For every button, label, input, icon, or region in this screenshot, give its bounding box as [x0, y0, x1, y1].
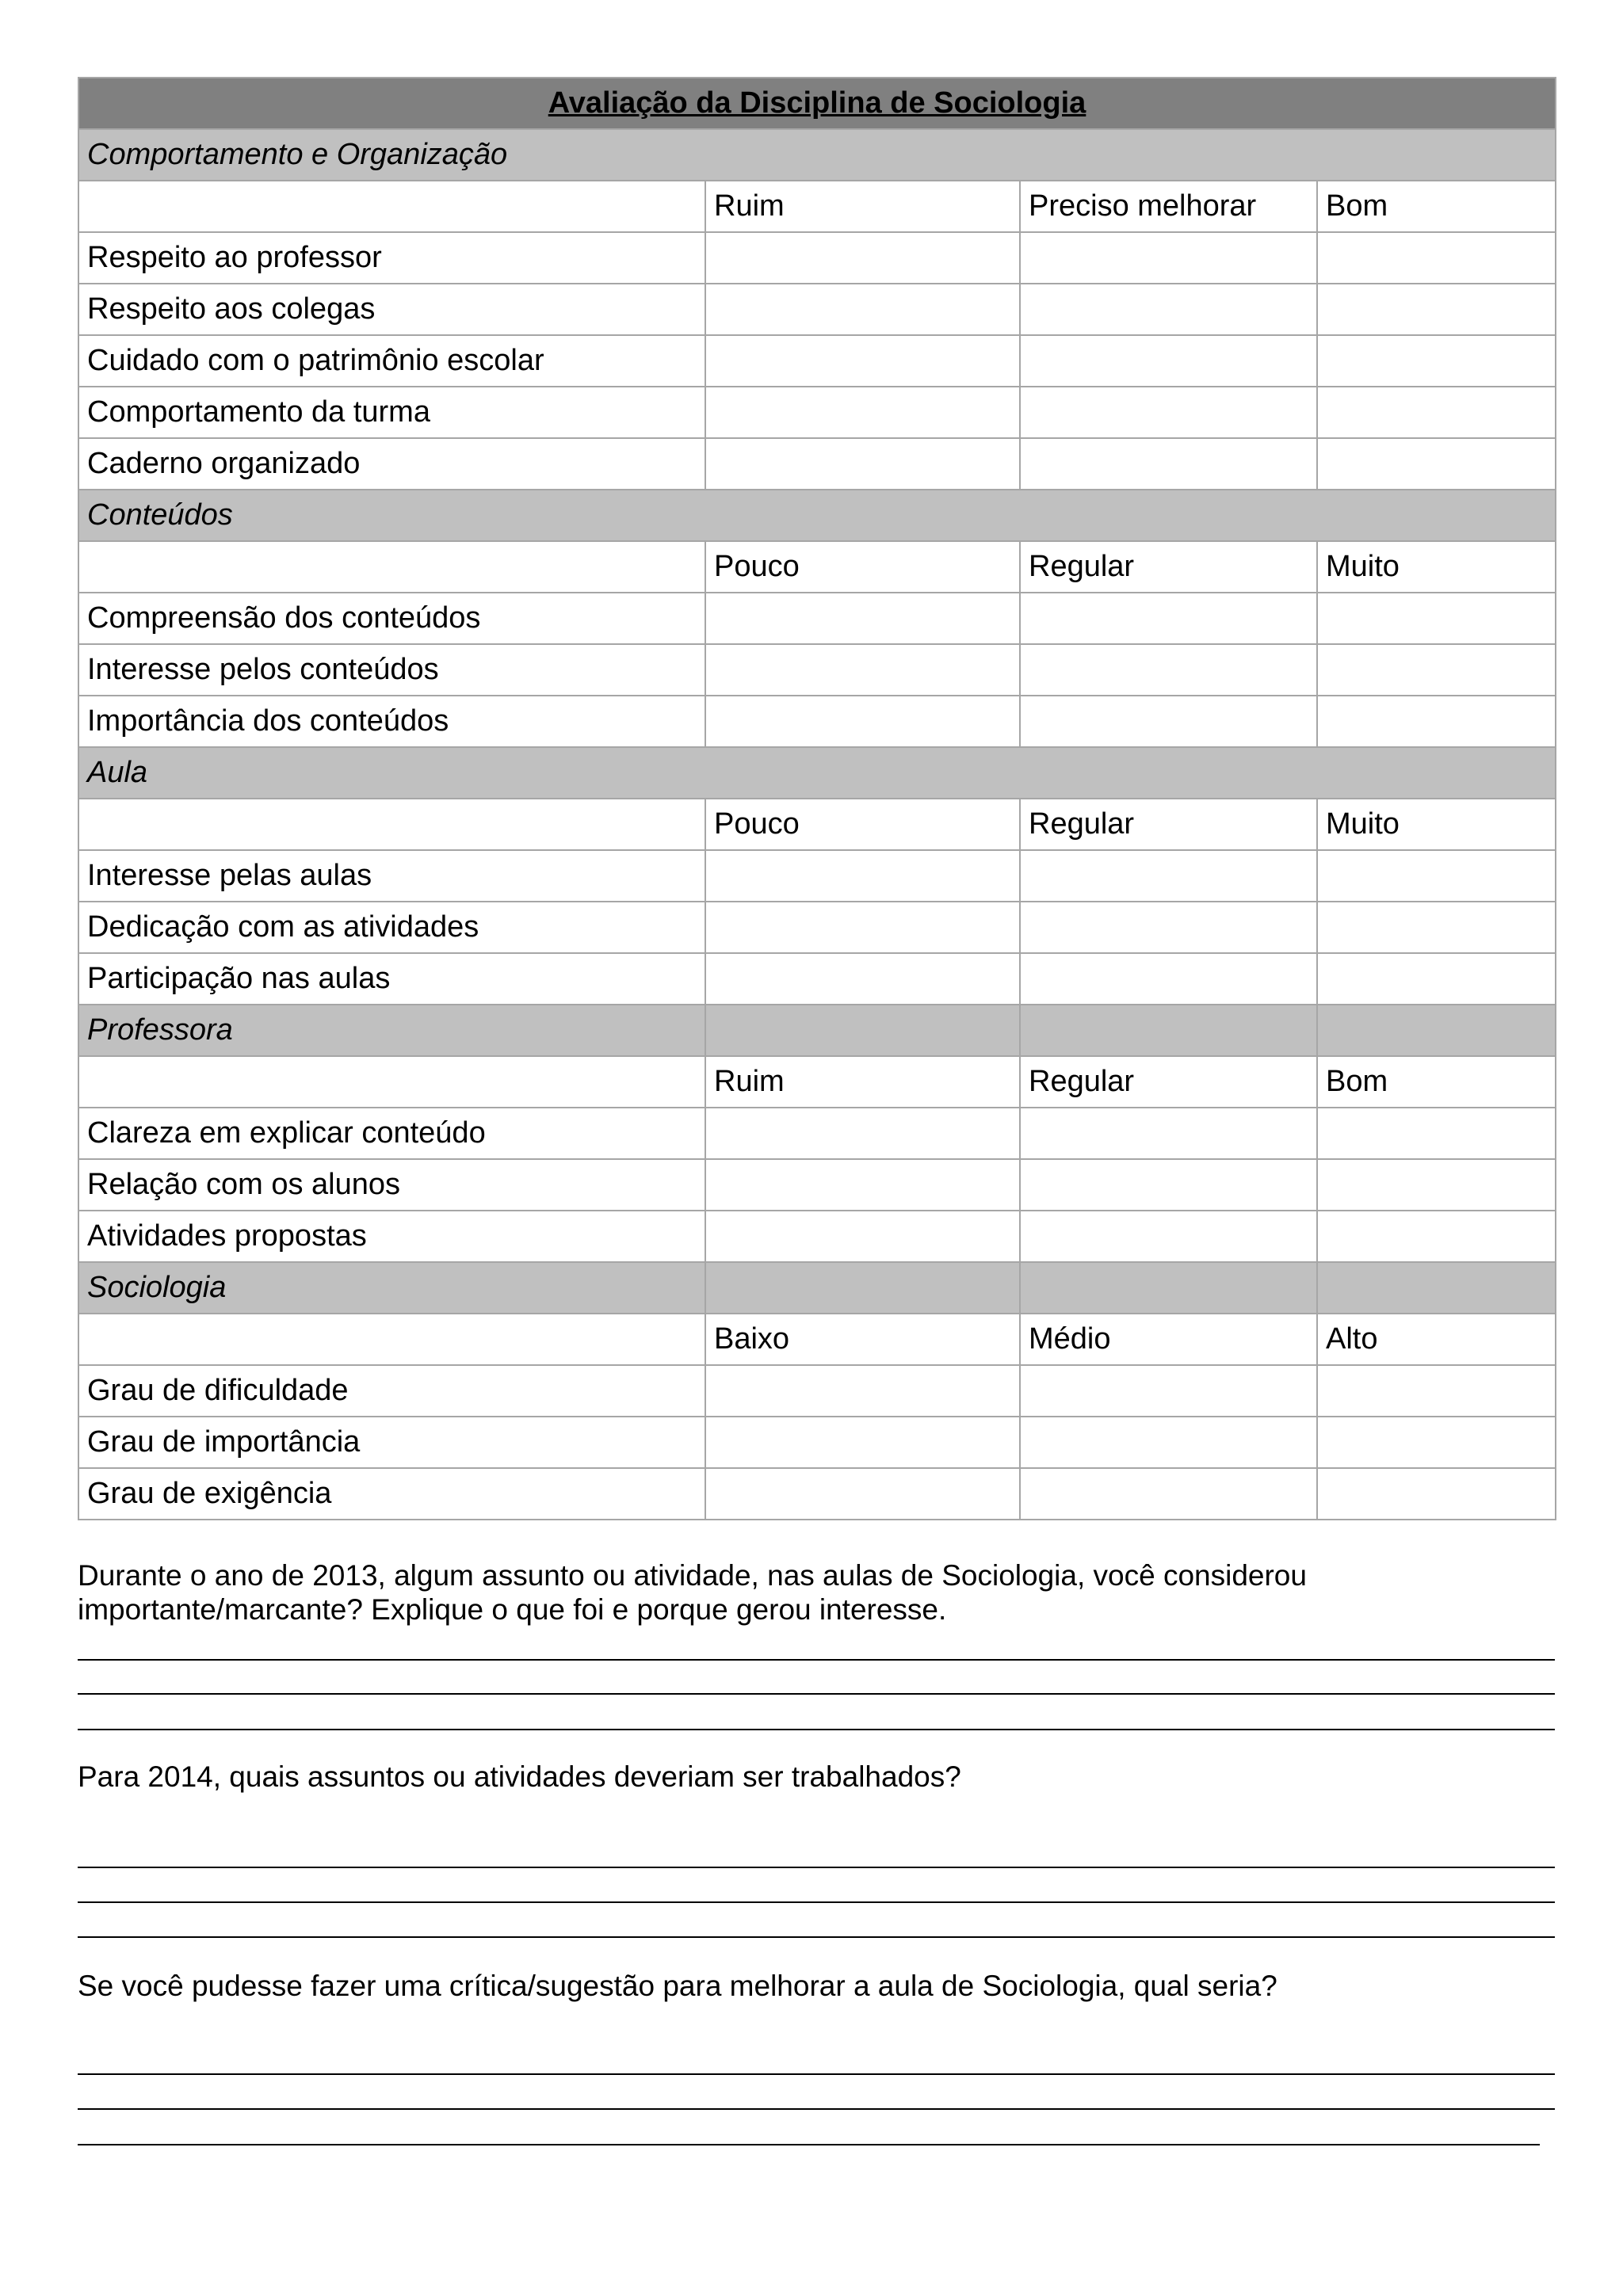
criteria-row [78, 1365, 1556, 1417]
scale-label: Ruim [705, 1056, 1020, 1108]
section-title: Comportamento e Organização [78, 129, 1556, 181]
section-title: Conteúdos [78, 490, 1556, 541]
section-header-fill [1317, 1262, 1556, 1314]
criteria-label: Interesse pelos conteúdos [78, 644, 705, 696]
section-header-row [78, 1005, 1556, 1056]
criteria-row [78, 1108, 1556, 1159]
criteria-label: Caderno organizado [78, 438, 705, 490]
rating-cell[interactable] [705, 1108, 1020, 1159]
scale-label: Bom [1317, 181, 1556, 232]
rating-cell[interactable] [1020, 850, 1317, 902]
rating-cell[interactable] [705, 696, 1020, 747]
rating-cell[interactable] [1317, 438, 1556, 490]
scale-row [78, 181, 1556, 232]
section-header-fill [1020, 1005, 1317, 1056]
rating-cell[interactable] [1020, 387, 1317, 438]
scale-label: Pouco [705, 799, 1020, 850]
section-title: Sociologia [78, 1262, 705, 1314]
scale-blank-cell [78, 541, 705, 593]
criteria-label: Grau de exigência [78, 1468, 705, 1520]
scale-row [78, 1314, 1556, 1365]
rating-cell[interactable] [1020, 335, 1317, 387]
scale-row [78, 799, 1556, 850]
criteria-row [78, 850, 1556, 902]
answer-line[interactable] [78, 2073, 1555, 2075]
rating-cell[interactable] [705, 953, 1020, 1005]
rating-cell[interactable] [705, 387, 1020, 438]
criteria-label: Respeito aos colegas [78, 284, 705, 335]
answer-line[interactable] [78, 1729, 1555, 1730]
rating-cell[interactable] [1020, 284, 1317, 335]
criteria-label: Respeito ao professor [78, 232, 705, 284]
scale-blank-cell [78, 1314, 705, 1365]
criteria-label: Atividades propostas [78, 1211, 705, 1262]
rating-cell[interactable] [1020, 1211, 1317, 1262]
rating-cell[interactable] [1317, 284, 1556, 335]
rating-cell[interactable] [705, 1211, 1020, 1262]
criteria-row [78, 1211, 1556, 1262]
question-text: Se você pudesse fazer uma crítica/sugestão para melhorar a aula de Sociologia, qual seria? [78, 1970, 1277, 2002]
rating-cell[interactable] [1317, 1108, 1556, 1159]
criteria-row [78, 1417, 1556, 1468]
criteria-row [78, 335, 1556, 387]
rating-cell[interactable] [1317, 644, 1556, 696]
criteria-label: Grau de dificuldade [78, 1365, 705, 1417]
rating-cell[interactable] [1317, 696, 1556, 747]
criteria-label: Compreensão dos conteúdos [78, 593, 705, 644]
scale-label: Pouco [705, 541, 1020, 593]
answer-line[interactable] [78, 1901, 1555, 1903]
answer-line[interactable] [78, 1867, 1555, 1868]
criteria-row [78, 284, 1556, 335]
rating-cell[interactable] [1317, 1365, 1556, 1417]
scale-label: Regular [1020, 1056, 1317, 1108]
question-text: Durante o ano de 2013, algum assunto ou atividade, nas aulas de Sociologia, você considerou importante/marcante? Explique o que foi e porque gerou interesse. [78, 1559, 1307, 1626]
rating-cell[interactable] [1020, 902, 1317, 953]
rating-cell[interactable] [705, 1417, 1020, 1468]
criteria-row [78, 644, 1556, 696]
criteria-row [78, 902, 1556, 953]
evaluation-table [78, 77, 1556, 1520]
scale-label: Regular [1020, 799, 1317, 850]
rating-cell[interactable] [1020, 644, 1317, 696]
criteria-row [78, 232, 1556, 284]
rating-cell[interactable] [1317, 1211, 1556, 1262]
rating-cell[interactable] [1020, 1108, 1317, 1159]
criteria-label: Comportamento da turma [78, 387, 705, 438]
rating-cell[interactable] [1317, 1159, 1556, 1211]
rating-cell[interactable] [1020, 1159, 1317, 1211]
answer-line[interactable] [78, 2144, 1540, 2145]
question-text: Para 2014, quais assuntos ou atividades deveriam ser trabalhados? [78, 1760, 961, 1793]
scale-label: Regular [1020, 541, 1317, 593]
rating-cell[interactable] [1317, 335, 1556, 387]
rating-cell[interactable] [1317, 387, 1556, 438]
criteria-row [78, 593, 1556, 644]
rating-cell[interactable] [1317, 1468, 1556, 1520]
question-2 [78, 1760, 1555, 1794]
scale-row [78, 541, 1556, 593]
criteria-label: Relação com os alunos [78, 1159, 705, 1211]
rating-cell[interactable] [1317, 593, 1556, 644]
rating-cell[interactable] [1020, 1417, 1317, 1468]
rating-cell[interactable] [705, 232, 1020, 284]
scale-label: Baixo [705, 1314, 1020, 1365]
rating-cell[interactable] [1020, 1365, 1317, 1417]
scale-blank-cell [78, 799, 705, 850]
criteria-label: Grau de importância [78, 1417, 705, 1468]
rating-cell[interactable] [1020, 232, 1317, 284]
rating-cell[interactable] [1020, 593, 1317, 644]
section-header-row [78, 490, 1556, 541]
form-title: Avaliação da Disciplina de Sociologia [78, 78, 1556, 129]
criteria-row [78, 696, 1556, 747]
rating-cell[interactable] [1317, 850, 1556, 902]
scale-label: Muito [1317, 541, 1556, 593]
answer-line[interactable] [78, 1936, 1555, 1938]
rating-cell[interactable] [705, 335, 1020, 387]
rating-cell[interactable] [705, 644, 1020, 696]
rating-cell[interactable] [1317, 953, 1556, 1005]
rating-cell[interactable] [705, 850, 1020, 902]
criteria-row [78, 1468, 1556, 1520]
question-1 [78, 1558, 1555, 1627]
criteria-label: Interesse pelas aulas [78, 850, 705, 902]
rating-cell[interactable] [1020, 953, 1317, 1005]
scale-blank-cell [78, 181, 705, 232]
criteria-row [78, 1159, 1556, 1211]
scale-blank-cell [78, 1056, 705, 1108]
criteria-label: Importância dos conteúdos [78, 696, 705, 747]
rating-cell[interactable] [705, 1468, 1020, 1520]
section-header-fill [705, 1005, 1020, 1056]
rating-cell[interactable] [1020, 438, 1317, 490]
section-title: Professora [78, 1005, 705, 1056]
title-row [78, 78, 1556, 129]
rating-cell[interactable] [1317, 232, 1556, 284]
rating-cell[interactable] [705, 902, 1020, 953]
scale-label: Alto [1317, 1314, 1556, 1365]
rating-cell[interactable] [1020, 1468, 1317, 1520]
section-header-row [78, 129, 1556, 181]
criteria-label: Clareza em explicar conteúdo [78, 1108, 705, 1159]
answer-line[interactable] [78, 2108, 1555, 2110]
section-header-row [78, 1262, 1556, 1314]
rating-cell[interactable] [705, 593, 1020, 644]
rating-cell[interactable] [705, 438, 1020, 490]
criteria-label: Cuidado com o patrimônio escolar [78, 335, 705, 387]
criteria-row [78, 438, 1556, 490]
criteria-label: Dedicação com as atividades [78, 902, 705, 953]
rating-cell[interactable] [1020, 696, 1317, 747]
rating-cell[interactable] [1317, 902, 1556, 953]
rating-cell[interactable] [705, 284, 1020, 335]
scale-label: Ruim [705, 181, 1020, 232]
scale-row [78, 1056, 1556, 1108]
criteria-label: Participação nas aulas [78, 953, 705, 1005]
scale-label: Bom [1317, 1056, 1556, 1108]
answer-line[interactable] [78, 1659, 1555, 1661]
scale-label: Muito [1317, 799, 1556, 850]
section-header-row [78, 747, 1556, 799]
section-header-fill [1317, 1005, 1556, 1056]
section-title: Aula [78, 747, 1556, 799]
criteria-row [78, 387, 1556, 438]
rating-cell[interactable] [1317, 1417, 1556, 1468]
rating-cell[interactable] [705, 1365, 1020, 1417]
criteria-row [78, 953, 1556, 1005]
answer-line[interactable] [78, 1693, 1555, 1695]
section-header-fill [1020, 1262, 1317, 1314]
section-header-fill [705, 1262, 1020, 1314]
scale-label: Médio [1020, 1314, 1317, 1365]
scale-label: Preciso melhorar [1020, 181, 1317, 232]
rating-cell[interactable] [705, 1159, 1020, 1211]
question-3 [78, 1969, 1555, 2003]
